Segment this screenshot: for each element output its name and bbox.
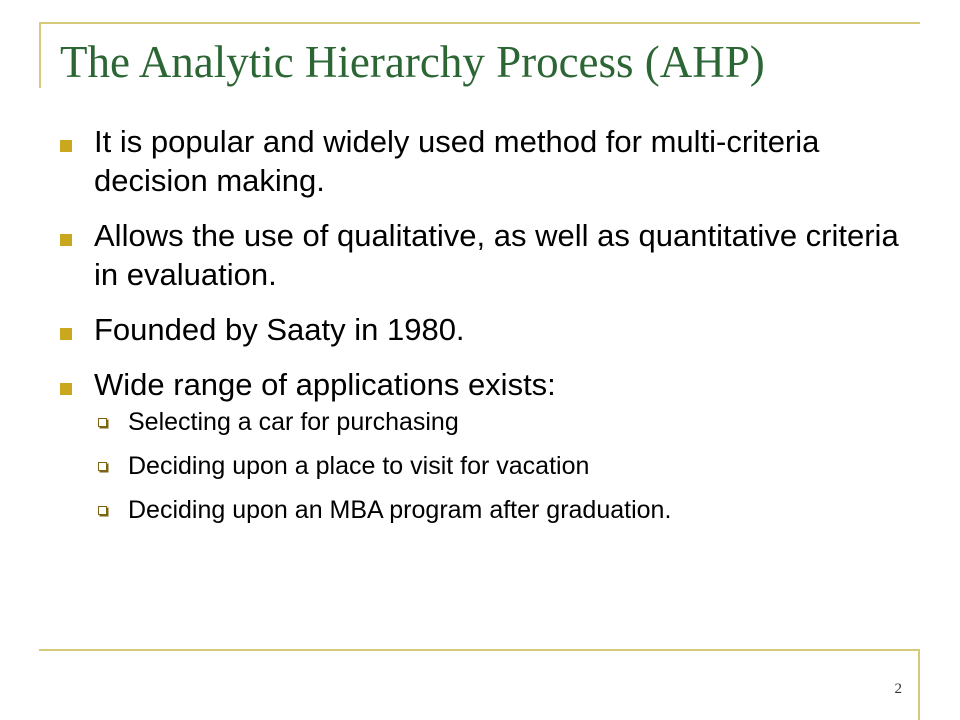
sub-bullet-text: Deciding upon a place to visit for vacation <box>128 452 590 480</box>
frame-left-line <box>39 22 41 88</box>
square-bullet-icon <box>60 328 72 340</box>
frame-right-line <box>918 649 920 720</box>
sub-bullet-text: Selecting a car for purchasing <box>128 408 459 436</box>
square-bullet-icon <box>60 234 72 246</box>
bullet-text: Allows the use of qualitative, as well as quantitative criteria in evaluation. <box>94 218 899 292</box>
sub-bullet-item <box>94 495 900 526</box>
page-number: 2 <box>894 681 902 697</box>
bullet-item <box>60 365 900 526</box>
square-bullet-icon <box>60 383 72 395</box>
sub-bullet-item <box>94 451 900 482</box>
sub-bullet-list <box>94 407 900 526</box>
bullet-item <box>60 122 900 200</box>
bullet-text: Founded by Saaty in 1980. <box>94 312 465 347</box>
frame-top-line <box>39 22 920 24</box>
hollow-square-bullet-icon <box>98 418 107 427</box>
frame-bottom-line <box>39 649 920 651</box>
sub-bullet-item <box>94 407 900 438</box>
bullet-text: It is popular and widely used method for multi-criteria decision making. <box>94 124 820 198</box>
bullet-item <box>60 310 900 349</box>
bullet-text: Wide range of applications exists: <box>94 367 556 402</box>
bullet-item <box>60 216 900 294</box>
slide-title: The Analytic Hierarchy Process (AHP) <box>60 37 765 87</box>
hollow-square-bullet-icon <box>98 462 107 471</box>
sub-bullet-text: Deciding upon an MBA program after graduation. <box>128 496 672 524</box>
square-bullet-icon <box>60 140 72 152</box>
bullet-list <box>60 122 900 542</box>
hollow-square-bullet-icon <box>98 506 107 515</box>
